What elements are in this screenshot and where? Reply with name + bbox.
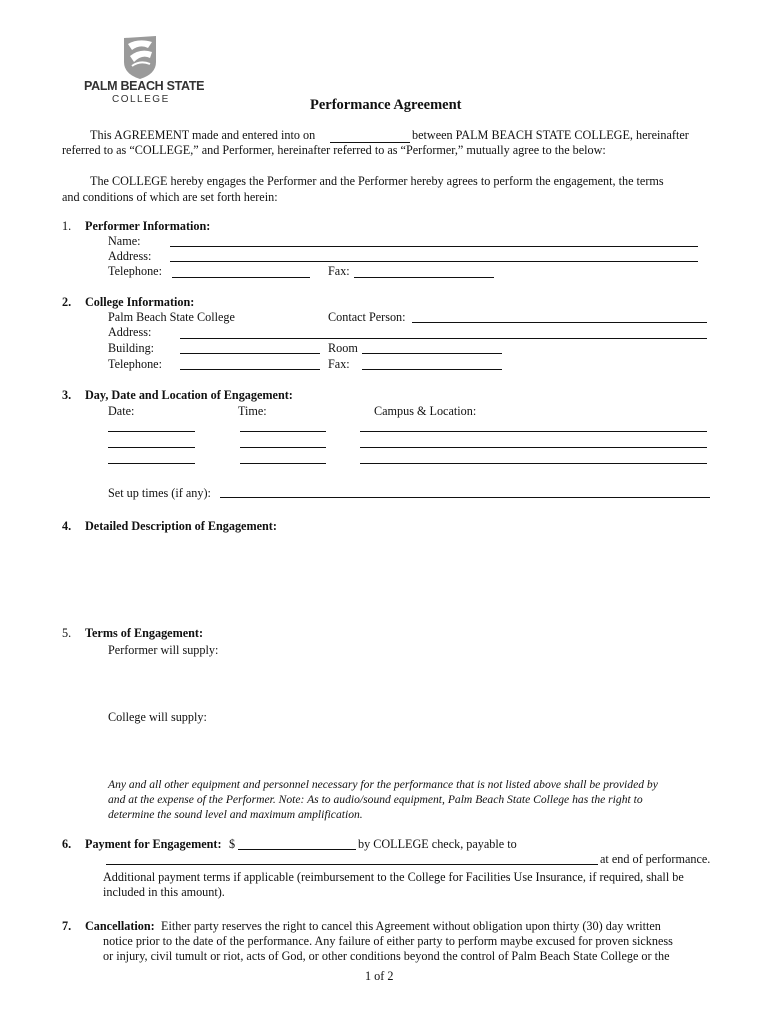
- building-field[interactable]: [180, 353, 320, 354]
- cancellation-line3: or injury, civil tumult or riot, acts of God, or other conditions beyond the control of Palm Beach State College or the: [103, 949, 670, 963]
- section6-title: Payment for Engagement:: [85, 837, 222, 851]
- time-field-3[interactable]: [240, 463, 326, 464]
- date-field-3[interactable]: [108, 463, 195, 464]
- dollar-sign: $: [229, 837, 236, 851]
- section7-title: Cancellation:: [85, 919, 155, 933]
- intro-text-1c: referred to as “COLLEGE,” and Performer, hereinafter referred to as “Performer,” mutually agree to the below:: [62, 143, 606, 157]
- setup-times-field[interactable]: [220, 497, 710, 498]
- intro-text-2b: and conditions of which are set forth herein:: [62, 190, 278, 204]
- payment-amount-field[interactable]: [238, 849, 356, 850]
- payment-check-text: by COLLEGE check, payable to: [358, 837, 517, 851]
- performer-address-field[interactable]: [170, 261, 698, 262]
- performer-supply-label: Performer will supply:: [108, 643, 219, 657]
- payment-terms-line1: Additional payment terms if applicable (reimbursement to the College for Facilities Use Insurance, if required, shall be: [103, 870, 684, 884]
- equipment-note-line1: Any and all other equipment and personnel necessary for the performance that is not listed above shall be provided by: [108, 778, 658, 791]
- setup-times-label: Set up times (if any):: [108, 486, 211, 500]
- date-field-2[interactable]: [108, 447, 195, 448]
- section5-title: Terms of Engagement:: [85, 626, 204, 640]
- college-fax-field[interactable]: [362, 369, 502, 370]
- performer-name-label: Name:: [108, 234, 141, 248]
- section4-title: Detailed Description of Engagement:: [85, 519, 277, 533]
- building-label: Building:: [108, 341, 155, 355]
- location-field-3[interactable]: [360, 463, 707, 464]
- college-supply-label: College will supply:: [108, 710, 207, 724]
- payment-terms-line2: included in this amount).: [103, 885, 225, 899]
- intro-text-2a: The COLLEGE hereby engages the Performer and the Performer hereby agrees to perform the engagement, the terms: [90, 174, 664, 188]
- college-telephone-field[interactable]: [180, 369, 320, 370]
- section2-title: College Information:: [85, 295, 195, 309]
- date-field-1[interactable]: [108, 431, 195, 432]
- section6-number: 6.: [62, 837, 72, 851]
- payment-end-text: at end of performance.: [600, 852, 711, 866]
- logo-line2: COLLEGE: [112, 94, 170, 105]
- performer-fax-label: Fax:: [328, 264, 350, 278]
- college-name: Palm Beach State College: [108, 310, 235, 324]
- time-label: Time:: [238, 404, 267, 418]
- room-label: Room: [328, 341, 358, 355]
- section4-number: 4.: [62, 519, 72, 533]
- equipment-note-line3: determine the sound level and maximum amplification.: [108, 808, 363, 821]
- section7-number: 7.: [62, 919, 72, 933]
- cancellation-line1: Either party reserves the right to cancel this Agreement without obligation upon thirty (30) day written: [161, 919, 661, 933]
- date-label: Date:: [108, 404, 135, 418]
- time-field-2[interactable]: [240, 447, 326, 448]
- college-address-field[interactable]: [180, 338, 707, 339]
- college-telephone-label: Telephone:: [108, 357, 162, 371]
- logo-line1: PALM BEACH STATE: [84, 79, 205, 93]
- cancellation-line2: notice prior to the date of the performance. Any failure of either party to perform maybe excused for proven sickness: [103, 934, 673, 948]
- performer-fax-field[interactable]: [354, 277, 494, 278]
- performer-telephone-field[interactable]: [172, 277, 310, 278]
- intro-text-1b: between PALM BEACH STATE COLLEGE, hereinafter: [412, 128, 689, 142]
- contact-person-field[interactable]: [412, 322, 707, 323]
- section5-number: 5.: [62, 626, 72, 640]
- page-title: Performance Agreement: [310, 97, 462, 113]
- location-field-1[interactable]: [360, 431, 707, 432]
- performer-telephone-label: Telephone:: [108, 264, 162, 278]
- location-field-2[interactable]: [360, 447, 707, 448]
- section3-number: 3.: [62, 388, 72, 402]
- room-field[interactable]: [362, 353, 502, 354]
- section2-number: 2.: [62, 295, 72, 309]
- college-fax-label: Fax:: [328, 357, 350, 371]
- campus-location-label: Campus & Location:: [374, 404, 477, 418]
- contact-person-label: Contact Person:: [328, 310, 406, 324]
- equipment-note-line2: and at the expense of the Performer. Note: As to audio/sound equipment, Palm Beach State College has the right to: [108, 793, 643, 806]
- performer-address-label: Address:: [108, 249, 152, 263]
- college-address-label: Address:: [108, 325, 152, 339]
- performer-name-field[interactable]: [170, 246, 698, 247]
- section1-title: Performer Information:: [85, 219, 211, 233]
- page-number: 1 of 2: [365, 969, 394, 983]
- time-field-1[interactable]: [240, 431, 326, 432]
- intro-text-1a: This AGREEMENT made and entered into on: [90, 128, 316, 142]
- section1-number: 1.: [62, 219, 72, 233]
- section3-title: Day, Date and Location of Engagement:: [85, 388, 293, 402]
- college-logo-shield-icon: [120, 34, 160, 80]
- payable-to-field[interactable]: [106, 864, 598, 865]
